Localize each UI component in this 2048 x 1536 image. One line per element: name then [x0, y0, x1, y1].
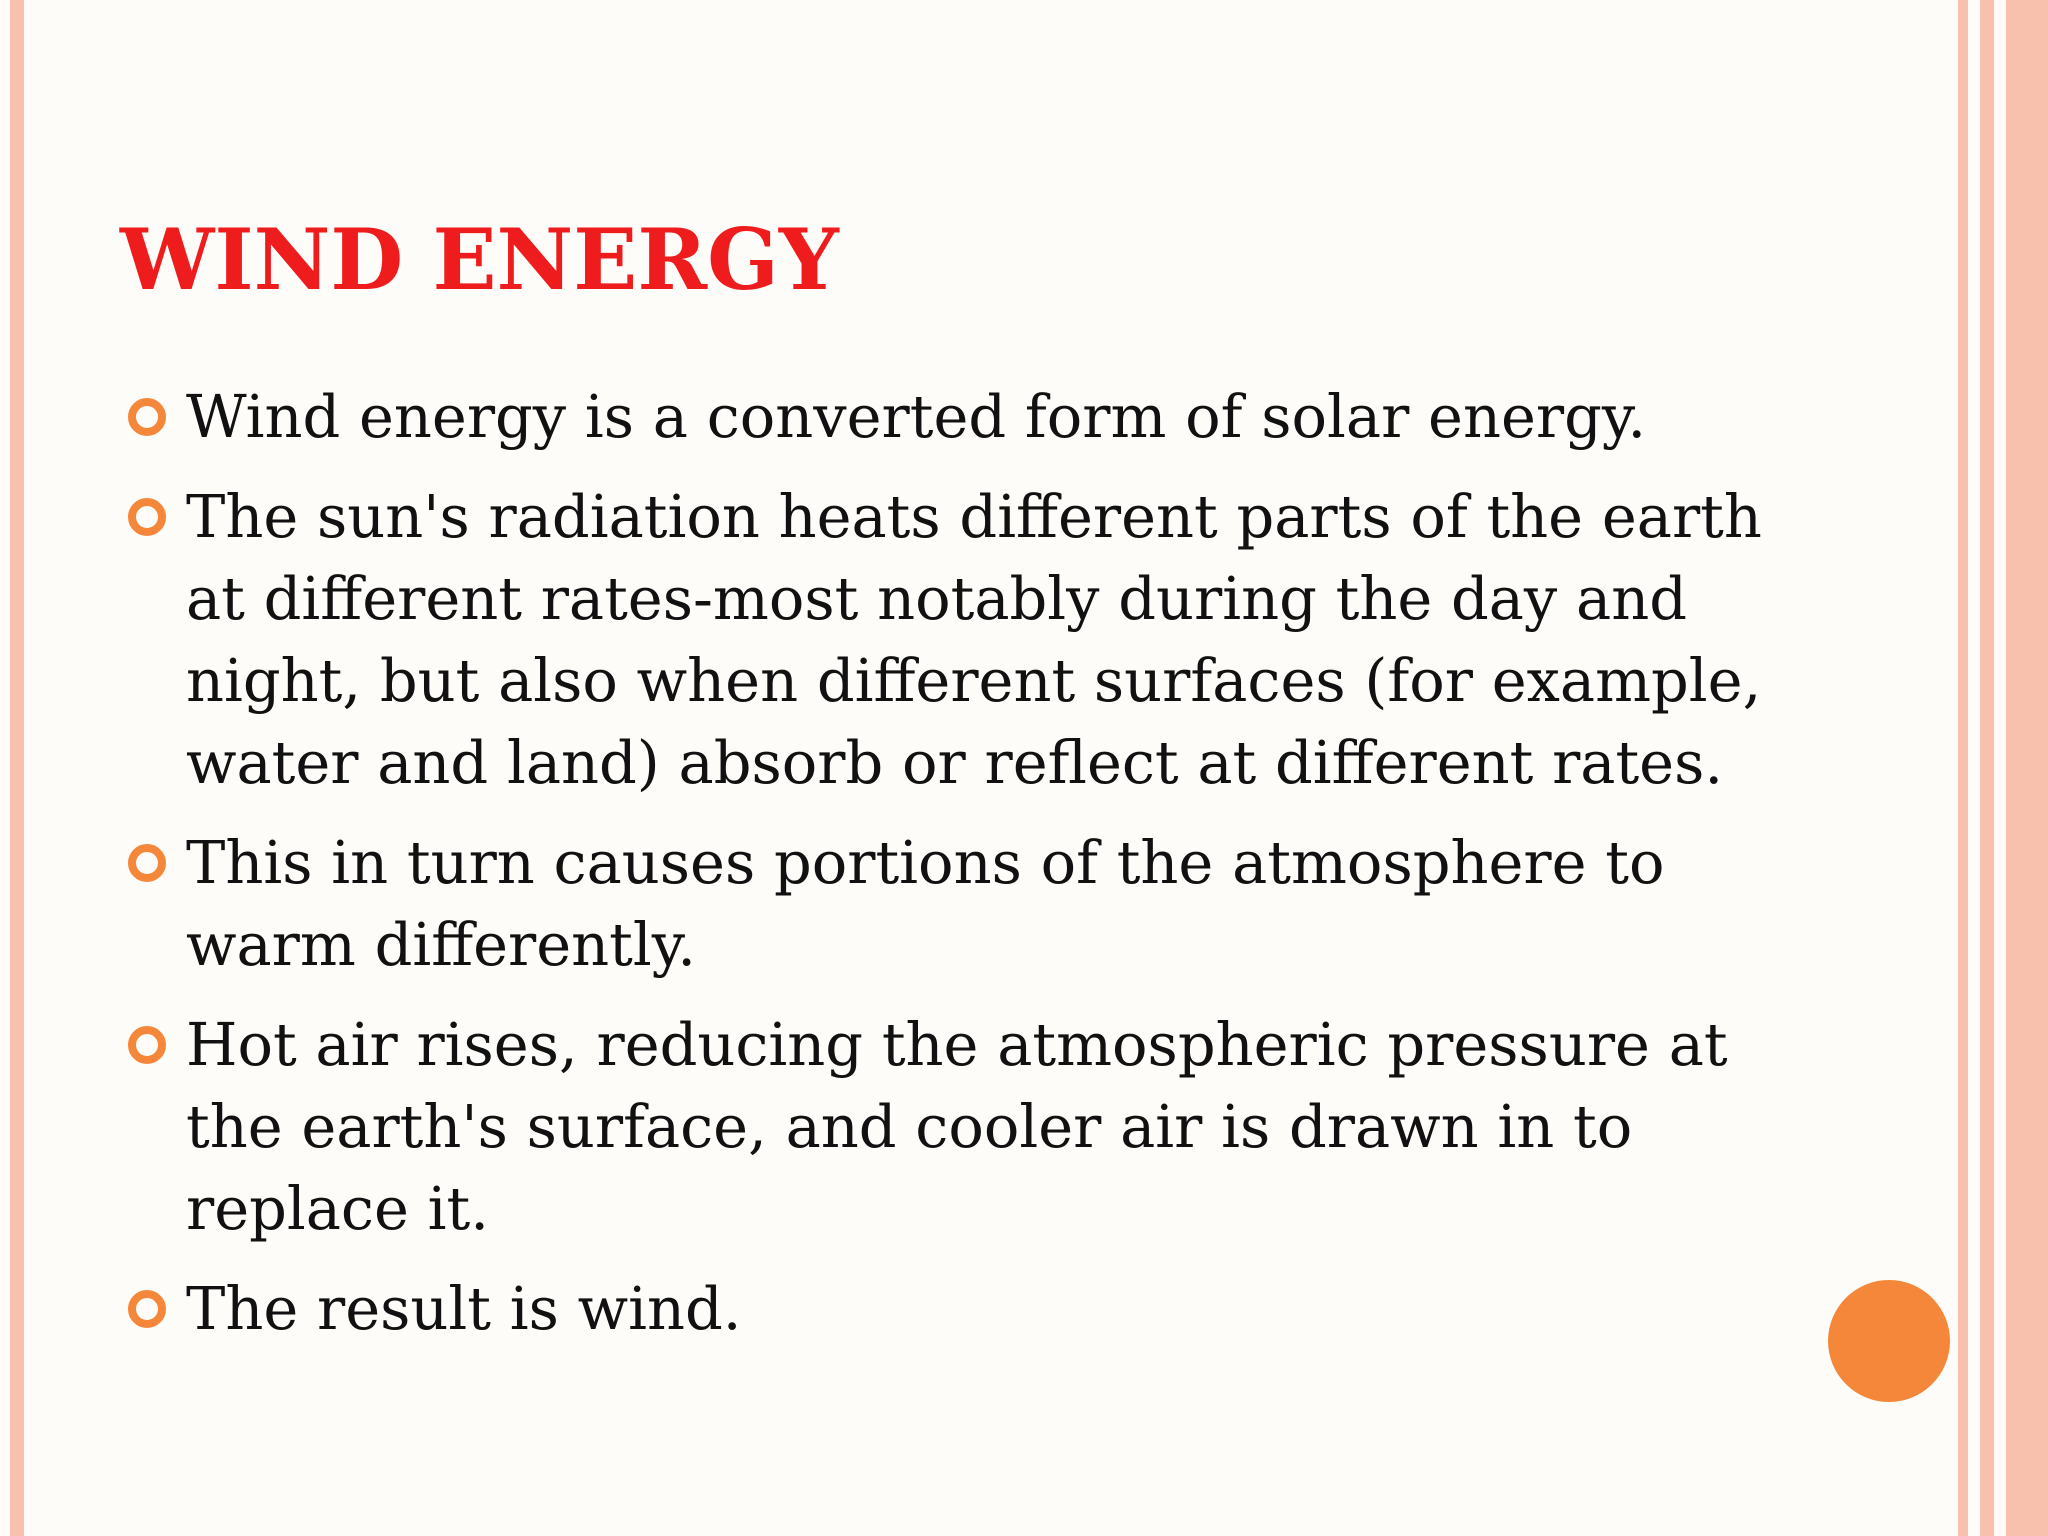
orange-circle-icon — [1828, 1280, 1950, 1402]
left-border-stripe — [10, 0, 24, 1536]
bullet-item — [128, 1004, 1768, 1250]
bullet-list — [128, 376, 1768, 1368]
slide-title: WIND ENERGY — [120, 210, 839, 309]
bullet-item — [128, 1268, 1768, 1350]
bullet-item — [128, 822, 1768, 986]
bullet-text: This in turn causes portions of the atmosphere to warm differently. — [186, 828, 1665, 979]
bullet-text: The sun's radiation heats different parts of the earth at different rates-most notably during the day and night, but also when different surfaces (for example, water and land) absorb or reflect at different rates. — [186, 482, 1762, 797]
bullet-text: Hot air rises, reducing the atmospheric pressure at the earth's surface, and cooler air is drawn in to replace it. — [186, 1010, 1728, 1243]
ring-bullet-icon — [128, 844, 166, 882]
bullet-text: The result is wind. — [186, 1274, 742, 1343]
ring-bullet-icon — [128, 498, 166, 536]
bullet-text: Wind energy is a converted form of solar energy. — [186, 382, 1647, 451]
right-border-stripe-medium — [1980, 0, 1994, 1536]
right-border-stripe-thin — [1958, 0, 1968, 1536]
bullet-item — [128, 376, 1768, 458]
ring-bullet-icon — [128, 1026, 166, 1064]
ring-bullet-icon — [128, 1290, 166, 1328]
bullet-item — [128, 476, 1768, 804]
right-border-stripe-wide — [2006, 0, 2048, 1536]
ring-bullet-icon — [128, 398, 166, 436]
